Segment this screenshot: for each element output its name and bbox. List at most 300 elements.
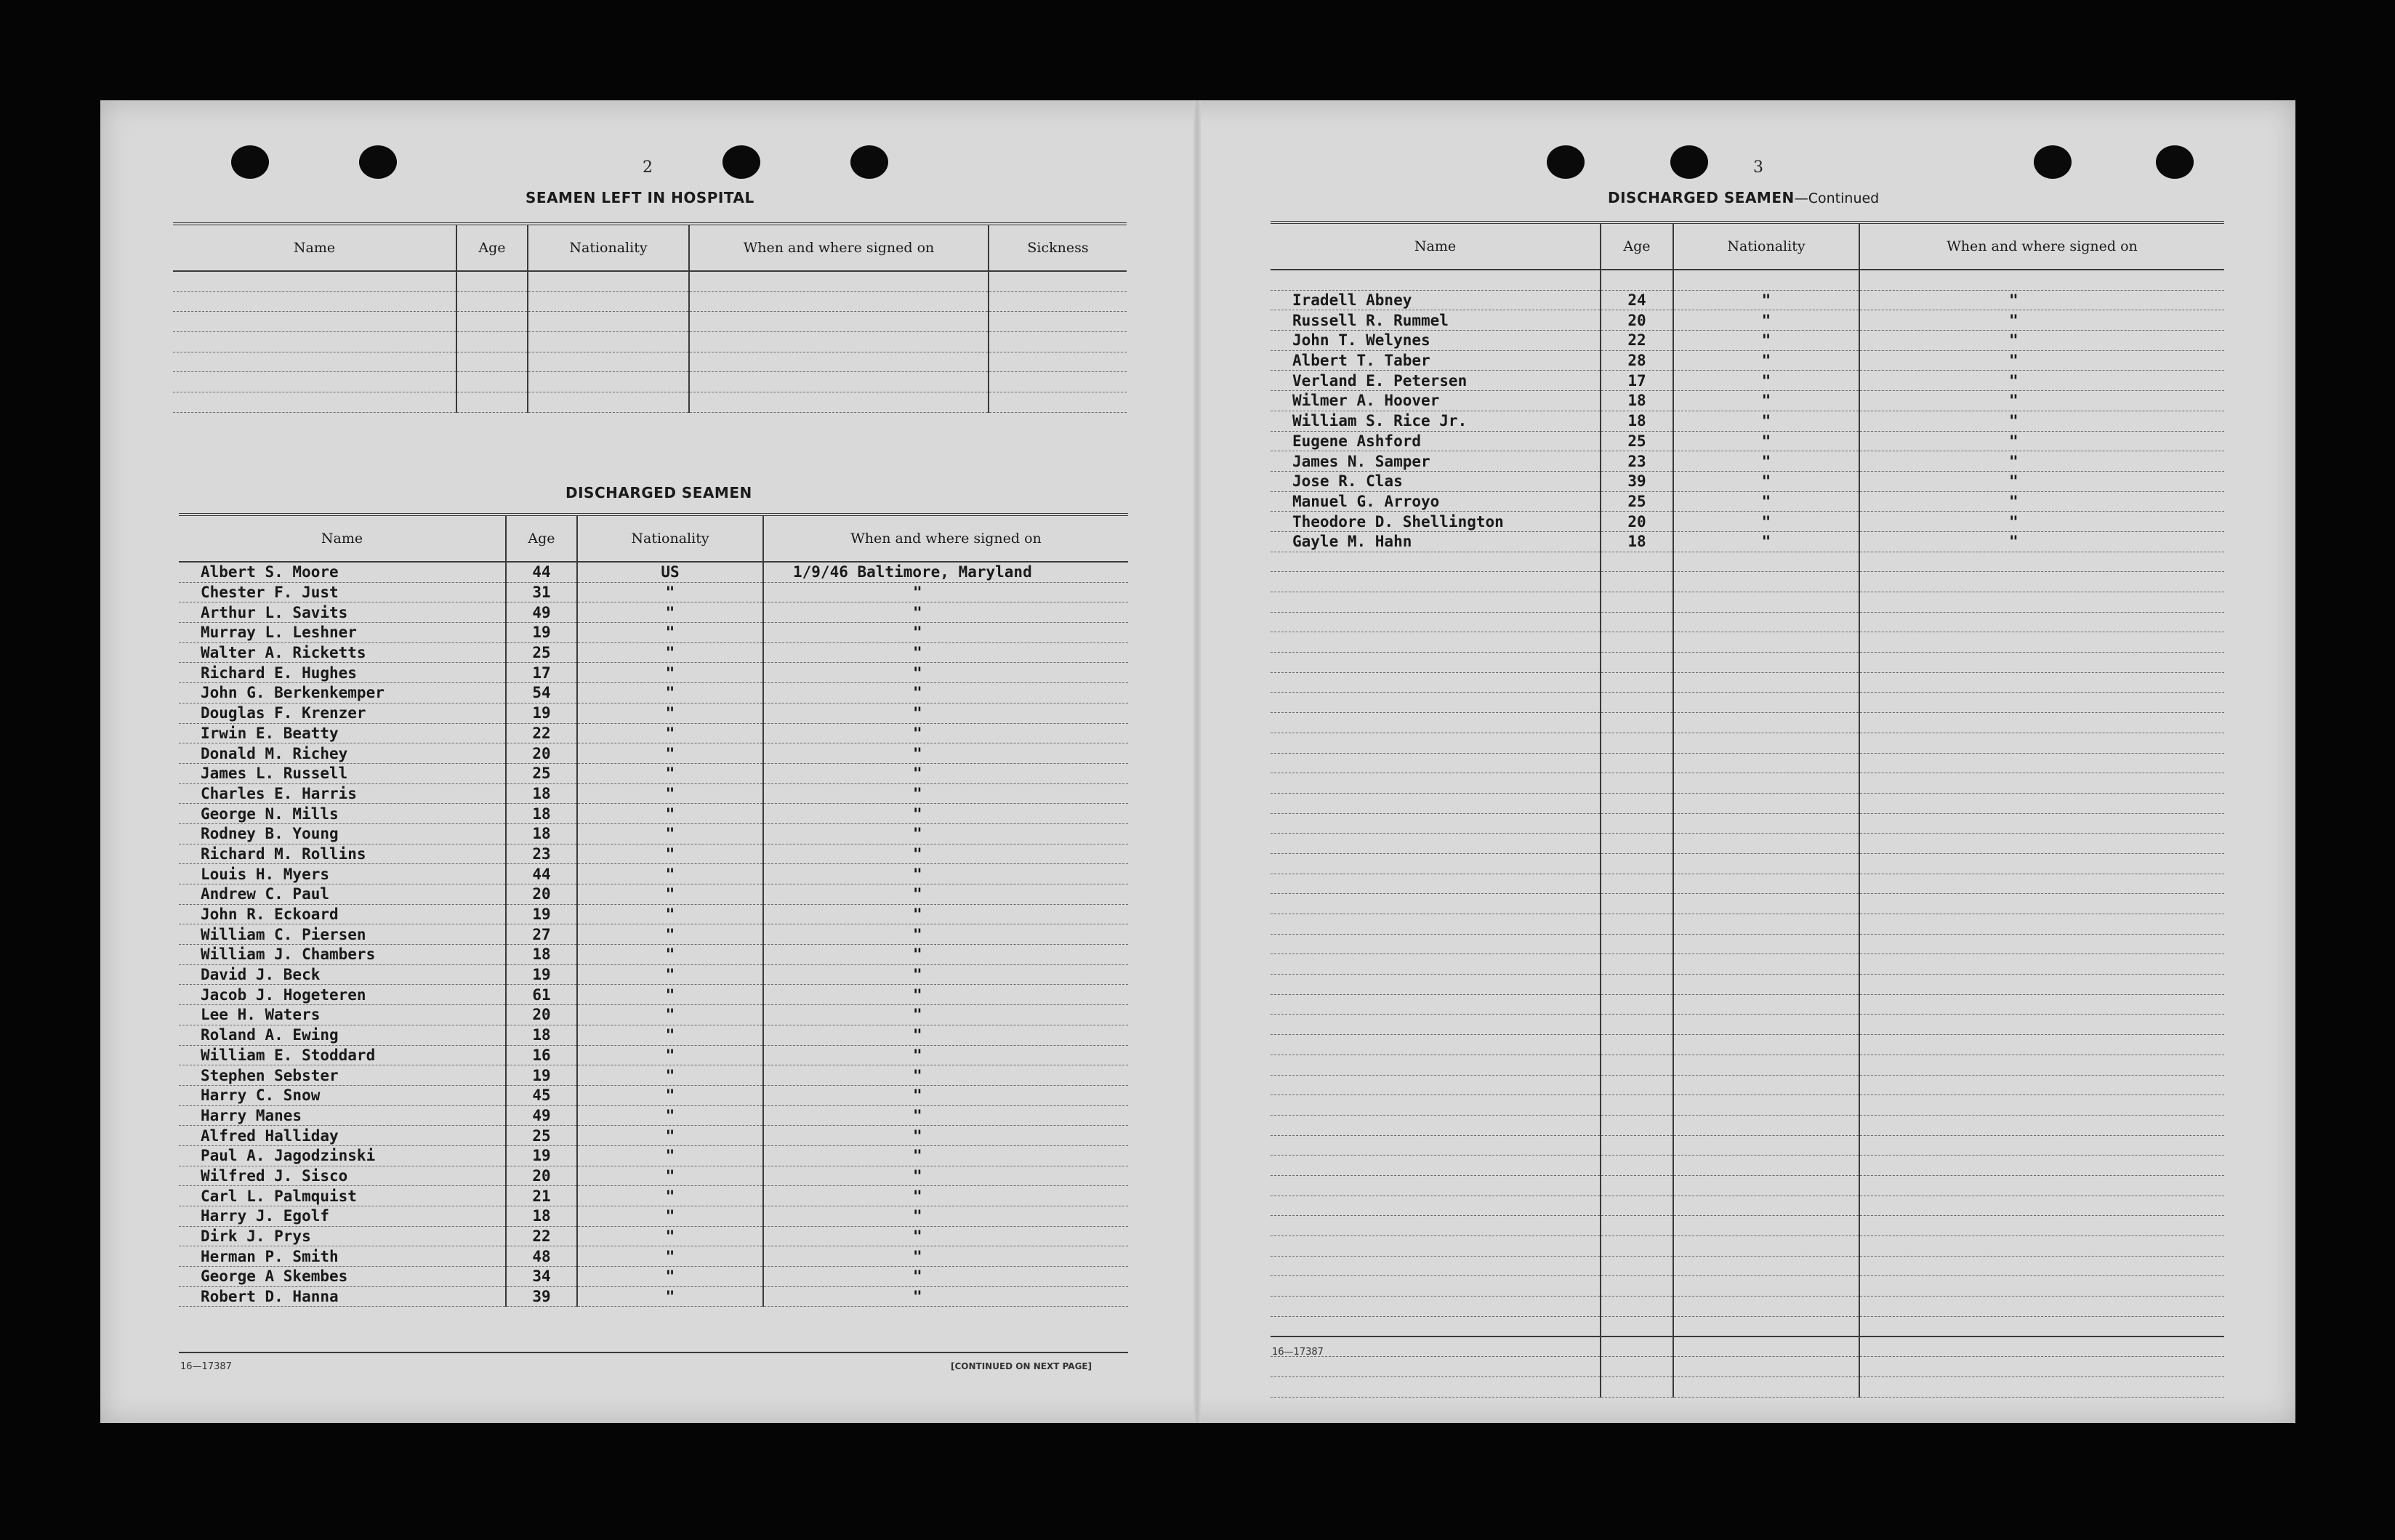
seaman-nationality [1673,1236,1859,1257]
seaman-name: James L. Russell [179,763,506,783]
blank-cell [528,352,689,372]
seaman-age [1601,1015,1673,1035]
blank-row [1271,773,2224,794]
signed-on: " [1859,290,2224,310]
table-row [179,1105,1128,1126]
column-header: When and where signed on [689,224,989,271]
table-row [1271,371,2224,391]
seaman-name: Lee H. Waters [179,1005,506,1025]
blank-row [1271,552,2224,572]
seaman-age: 61 [506,985,577,1005]
signed-on: " [763,1226,1128,1246]
blank-row [1271,1135,2224,1156]
signed-on [1859,1095,2224,1116]
seaman-age: 20 [506,1005,577,1025]
seaman-name [1271,713,1601,733]
seaman-name: Carl L. Palmquist [179,1186,506,1206]
table-row [179,1246,1128,1267]
table-row [179,1145,1128,1166]
blank-row [1271,1357,2224,1377]
seaman-name: Russell R. Rummel [1271,310,1601,331]
signed-on: " [1859,451,2224,472]
blank-row [1271,1115,2224,1135]
signed-on: " [763,663,1128,683]
blank-row [1271,1297,2224,1317]
seaman-name: William J. Chambers [179,945,506,965]
blank-row [1271,672,2224,693]
blank-cell [456,291,528,312]
signed-on [1859,1256,2224,1276]
seaman-name [1271,813,1601,834]
seaman-age [1601,1357,1673,1377]
seaman-name [1271,592,1601,613]
seaman-age: 24 [1601,290,1673,310]
blank-row [1271,853,2224,874]
signed-on: " [763,924,1128,945]
seaman-name: Wilfred J. Sisco [179,1166,506,1186]
seaman-nationality [1673,653,1859,673]
table-row [1271,431,2224,451]
seaman-nationality [1673,1376,1859,1397]
signed-on [1859,894,2224,914]
signed-on: " [1859,471,2224,491]
blank-row [1271,572,2224,592]
seaman-nationality [1673,733,1859,753]
seaman-age [1601,773,1673,794]
table-row [179,904,1128,924]
seaman-nationality: " [577,763,763,783]
table-row [179,642,1128,663]
column-header: When and where signed on [763,515,1128,562]
blank-row [1271,1035,2224,1055]
seaman-age [1601,894,1673,914]
form-code: 16—17387 [1272,1347,1324,1358]
blank-cell [456,271,528,291]
seaman-nationality [1673,914,1859,935]
seaman-age [1601,572,1673,592]
seaman-age: 18 [1601,531,1673,552]
seaman-age [1601,672,1673,693]
signed-on: " [763,985,1128,1005]
seaman-name [1271,1015,1601,1035]
continued-note: [CONTINUED ON NEXT PAGE] [951,1361,1092,1371]
blank-cell [989,392,1127,413]
seaman-age: 48 [506,1246,577,1267]
blank-cell [1271,270,1601,290]
seaman-age [1601,874,1673,894]
blank-row [173,291,1127,312]
seaman-nationality: " [577,1166,763,1186]
table-row [179,1166,1128,1186]
seaman-name: James N. Samper [1271,451,1601,472]
seaman-age: 49 [506,1105,577,1126]
continued-suffix: —Continued [1794,190,1880,206]
seaman-nationality: " [577,663,763,683]
signed-on [1859,612,2224,632]
seaman-nationality [1673,853,1859,874]
seaman-name: David J. Beck [179,964,506,985]
blank-row [1271,612,2224,632]
seaman-age: 18 [1601,411,1673,431]
seaman-age [1601,1055,1673,1075]
blank-row [1271,1376,2224,1397]
seaman-age: 18 [506,823,577,844]
table-row [179,844,1128,864]
column-header: Nationality [1673,222,1859,270]
blank-row [1271,793,2224,813]
seaman-nationality [1673,1075,1859,1095]
table-row [179,1226,1128,1246]
seaman-name: Alfred Halliday [179,1126,506,1146]
signed-on [1859,753,2224,773]
signed-on: " [763,783,1128,804]
seaman-age [1601,1035,1673,1055]
seaman-nationality: " [1673,391,1859,411]
seaman-nationality: " [577,1105,763,1126]
blank-row [1271,632,2224,653]
table-row [179,985,1128,1005]
signed-on: " [763,904,1128,924]
hospital-table [173,222,1127,413]
blank-row [1271,874,2224,894]
blank-cell [528,312,689,332]
seaman-age: 22 [506,723,577,743]
seaman-age: 19 [506,1065,577,1086]
seaman-name [1271,1175,1601,1196]
seaman-name: Jose R. Clas [1271,471,1601,491]
seaman-name [1271,612,1601,632]
blank-row [173,352,1127,372]
seaman-name: George A Skembes [179,1267,506,1287]
seaman-nationality: " [1673,512,1859,532]
seaman-nationality: " [1673,310,1859,331]
seaman-name [1271,1276,1601,1297]
seaman-name [1271,1316,1601,1337]
seaman-name: Charles E. Harris [179,783,506,804]
hospital-section-title: SEAMEN LEFT IN HOSPITAL [526,189,754,206]
seaman-name [1271,1297,1601,1317]
seaman-name: Louis H. Myers [179,864,506,884]
blank-cell [989,312,1127,332]
seaman-nationality: " [577,985,763,1005]
seaman-age: 17 [506,663,577,683]
seaman-nationality: " [1673,491,1859,512]
signed-on [1859,934,2224,954]
blank-cell [689,372,989,392]
blank-row [1271,914,2224,935]
table-row [179,1025,1128,1045]
seaman-age: 22 [1601,331,1673,351]
blank-row [1271,753,2224,773]
blank-cell [689,271,989,291]
seaman-name: Eugene Ashford [1271,431,1601,451]
blank-row [1271,713,2224,733]
blank-cell [173,271,456,291]
blank-row [1271,1216,2224,1236]
seaman-nationality [1673,1316,1859,1337]
seaman-age: 23 [1601,451,1673,472]
blank-row [1271,994,2224,1015]
seaman-name: Dirk J. Prys [179,1226,506,1246]
blank-row [1271,1156,2224,1176]
signed-on [1859,1055,2224,1075]
seaman-age [1601,753,1673,773]
table-row [179,663,1128,683]
blank-row [1271,270,2224,290]
signed-on: " [763,1246,1128,1267]
seaman-name [1271,773,1601,794]
seaman-age: 44 [506,864,577,884]
blank-row [1271,1316,2224,1337]
blank-row [1271,1236,2224,1257]
seaman-name [1271,834,1601,854]
seaman-age: 22 [506,1226,577,1246]
seaman-age: 39 [506,1286,577,1307]
seaman-age [1601,954,1673,975]
seaman-name [1271,934,1601,954]
seaman-name [1271,853,1601,874]
bottom-rule [1271,1336,2224,1337]
seaman-age [1601,994,1673,1015]
signed-on [1859,834,2224,854]
signed-on: " [763,1025,1128,1045]
seaman-name [1271,1055,1601,1075]
blank-cell [173,312,456,332]
table-row [179,864,1128,884]
signed-on [1859,733,2224,753]
blank-row [1271,813,2224,834]
signed-on: " [763,1126,1128,1146]
seaman-name [1271,632,1601,653]
signed-on: " [763,823,1128,844]
blank-row [1271,834,2224,854]
seaman-age: 25 [506,642,577,663]
seaman-name: John T. Welynes [1271,331,1601,351]
signed-on: " [1859,331,2224,351]
seaman-age [1601,1156,1673,1176]
seaman-nationality: " [577,904,763,924]
blank-row [1271,934,2224,954]
seaman-name: George N. Mills [179,804,506,824]
seaman-name: Theodore D. Shellington [1271,512,1601,532]
seaman-name: Gayle M. Hahn [1271,531,1601,552]
seaman-age: 25 [1601,431,1673,451]
seaman-name: Verland E. Petersen [1271,371,1601,391]
seaman-age: 16 [506,1045,577,1065]
blank-cell [456,312,528,332]
blank-row [1271,1015,2224,1035]
seaman-name: Wilmer A. Hoover [1271,391,1601,411]
signed-on: " [763,1005,1128,1025]
seaman-name [1271,572,1601,592]
signed-on: " [1859,491,2224,512]
signed-on: " [763,864,1128,884]
seaman-name: Jacob J. Hogeteren [179,985,506,1005]
signed-on: " [763,1045,1128,1065]
column-header: Name [1271,222,1601,270]
signed-on [1859,1115,2224,1135]
seaman-name [1271,1357,1601,1377]
seaman-age [1601,612,1673,632]
seaman-age [1601,733,1673,753]
signed-on: " [763,723,1128,743]
blank-cell [989,372,1127,392]
signed-on: " [763,1145,1128,1166]
seaman-name: Roland A. Ewing [179,1025,506,1045]
seaman-age: 19 [506,1145,577,1166]
seaman-age: 23 [506,844,577,864]
seaman-name: Murray L. Leshner [179,623,506,643]
table-row [1271,350,2224,371]
signed-on [1859,572,2224,592]
seaman-age: 20 [506,743,577,764]
blank-cell [689,291,989,312]
seaman-name: Walter A. Ricketts [179,642,506,663]
table-row [179,1286,1128,1307]
seaman-nationality [1673,592,1859,613]
column-header: Age [456,224,528,271]
seaman-nationality: " [1673,531,1859,552]
blank-row [173,372,1127,392]
signed-on: " [763,1166,1128,1186]
signed-on [1859,793,2224,813]
table-row [179,1267,1128,1287]
seaman-name [1271,975,1601,995]
signed-on [1859,632,2224,653]
seaman-nationality [1673,1175,1859,1196]
seaman-age: 20 [1601,512,1673,532]
seaman-nationality: " [1673,451,1859,472]
signed-on: " [763,1267,1128,1287]
seaman-age: 17 [1601,371,1673,391]
seaman-nationality: " [1673,290,1859,310]
seaman-nationality: " [577,602,763,623]
seaman-nationality: " [577,683,763,704]
seaman-nationality: " [1673,431,1859,451]
blank-row [1271,1175,2224,1196]
blank-cell [456,392,528,413]
seaman-age: 28 [1601,350,1673,371]
seaman-age [1601,1075,1673,1095]
signed-on [1859,1075,2224,1095]
signed-on: " [763,1286,1128,1307]
blank-row [1271,894,2224,914]
seaman-name: Irwin E. Beatty [179,723,506,743]
seaman-age: 49 [506,602,577,623]
table-row [1271,310,2224,331]
seaman-age: 19 [506,703,577,723]
table-row [1271,451,2224,472]
seaman-nationality [1673,1095,1859,1116]
seaman-nationality: " [577,1025,763,1045]
seaman-nationality [1673,1337,1859,1357]
table-row [179,723,1128,743]
signed-on [1859,1216,2224,1236]
seaman-name: Arthur L. Savits [179,602,506,623]
table-row [179,945,1128,965]
table-row [179,1186,1128,1206]
seaman-name [1271,1156,1601,1176]
seaman-nationality: " [577,723,763,743]
blank-cell [1859,270,2224,290]
column-header: Age [1601,222,1673,270]
seaman-name [1271,1135,1601,1156]
seaman-nationality [1673,1035,1859,1055]
seaman-nationality [1673,1015,1859,1035]
signed-on [1859,1276,2224,1297]
discharged-section-title: DISCHARGED SEAMEN [565,484,752,501]
seaman-name [1271,1236,1601,1257]
seaman-name: Rodney B. Young [179,823,506,844]
seaman-nationality [1673,1156,1859,1176]
signed-on [1859,1015,2224,1035]
table-row [179,582,1128,602]
seaman-age: 18 [506,783,577,804]
seaman-nationality [1673,1135,1859,1156]
seaman-name [1271,994,1601,1015]
seaman-age [1601,914,1673,935]
seaman-age: 27 [506,924,577,945]
blank-cell [1601,270,1673,290]
seaman-name [1271,1376,1601,1397]
blank-row [1271,1256,2224,1276]
seaman-nationality [1673,934,1859,954]
seaman-name [1271,693,1601,713]
seaman-age: 25 [1601,491,1673,512]
blank-row [173,271,1127,291]
seaman-age [1601,975,1673,995]
seaman-age [1601,632,1673,653]
seaman-age: 18 [1601,391,1673,411]
seaman-name [1271,793,1601,813]
blank-cell [173,392,456,413]
seaman-nationality [1673,552,1859,572]
seaman-age [1601,1216,1673,1236]
signed-on [1859,994,2224,1015]
seaman-nationality: " [1673,371,1859,391]
seaman-nationality [1673,632,1859,653]
blank-row [1271,1055,2224,1075]
blank-cell [989,271,1127,291]
blank-row [1271,1276,2224,1297]
seaman-nationality [1673,1055,1859,1075]
seaman-nationality: " [577,1246,763,1267]
seaman-age [1601,552,1673,572]
seaman-name [1271,552,1601,572]
blank-cell [989,332,1127,352]
blank-row [1271,954,2224,975]
seaman-name: Stephen Sebster [179,1065,506,1086]
signed-on [1859,1156,2224,1176]
seaman-nationality: " [1673,331,1859,351]
form-code: 16—17387 [180,1361,232,1372]
seaman-nationality [1673,813,1859,834]
seaman-name: Manuel G. Arroyo [1271,491,1601,512]
blank-cell [173,352,456,372]
table-row [179,1005,1128,1025]
table-row [179,823,1128,844]
table-row [1271,391,2224,411]
table-row [1271,411,2224,431]
discharged-continued-table [1271,221,2224,1398]
seaman-nationality: " [577,823,763,844]
signed-on [1859,1357,2224,1377]
table-row [179,1126,1128,1146]
signed-on [1859,1316,2224,1337]
seaman-age [1601,1115,1673,1135]
seaman-name: Paul A. Jagodzinski [179,1145,506,1166]
table-row [1271,491,2224,512]
